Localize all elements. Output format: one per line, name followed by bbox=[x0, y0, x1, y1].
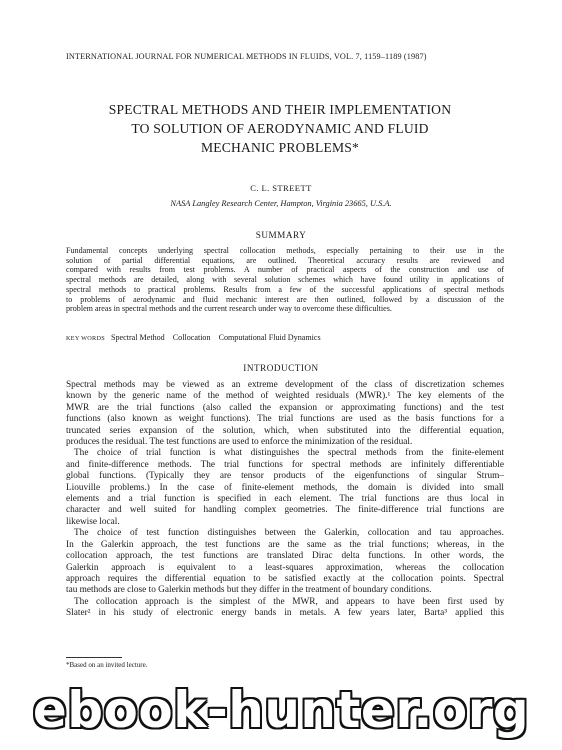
keyword: Spectral Method bbox=[111, 333, 165, 342]
journal-header: INTERNATIONAL JOURNAL FOR NUMERICAL METHODS IN FLUIDS, VOL. 7, 1159–1189 (1987) bbox=[66, 52, 427, 61]
body-line: In the Galerkin approach, the test functions are the same as the trial functions; whereas, in the bbox=[66, 539, 504, 550]
body-line: functions (also known as weight functions). The trial functions are used as the basis functions for a bbox=[66, 414, 504, 425]
keyword: Computational Fluid Dynamics bbox=[218, 333, 321, 342]
body-line: produces the residual. The test functions are used to enforce the minimization of the residual. bbox=[66, 437, 413, 448]
summary-line: to problems of aerodynamic and fluid mechanic interest are then outlined, followed by a discussion of the bbox=[66, 294, 504, 304]
body-line: global functions. (Typically they are tensor products of the eigenfunctions of singular Strum– bbox=[66, 471, 504, 482]
footnote-divider bbox=[66, 657, 122, 658]
title-line: SPECTRAL METHODS AND THEIR IMPLEMENTATION bbox=[108, 102, 452, 117]
summary-line: spectral methods to practical problems. Results from a few of the successful applications of spectral methods bbox=[66, 284, 504, 294]
body-line: and finite-difference methods. The trial functions for spectral methods are infinitely differentiable bbox=[66, 459, 504, 470]
body-line: MWR are the trial functions (also called the expansion or approximating functions) and the test bbox=[66, 402, 504, 413]
body-line: approach requires the differential equation to be satisfied exactly at the collocation points. Spectral bbox=[66, 573, 504, 584]
article-title bbox=[60, 100, 500, 157]
author-name: C. L. STREETT bbox=[250, 183, 312, 193]
body-line: elements and a trial function is specified in each element. The trial functions are thus local in bbox=[66, 494, 504, 505]
summary-line: problem areas in spectral methods and the current research under way to overcome these difficulties. bbox=[66, 304, 392, 314]
summary-paragraph bbox=[66, 246, 504, 314]
introduction-heading: INTRODUCTION bbox=[243, 363, 319, 373]
author-affiliation: NASA Langley Research Center, Hampton, Virginia 23665, U.S.A. bbox=[170, 199, 392, 208]
title-line: TO SOLUTION OF AERODYNAMIC AND FLUID bbox=[131, 121, 429, 136]
body-line: tau methods are close to Galerkin methods but they differ in the treatment of boundary conditions. bbox=[66, 585, 432, 596]
body-line: The choice of test function distinguishes between the Galerkin, collocation and tau approaches. bbox=[74, 528, 504, 539]
summary-line: spectral methods are detailed, along with several solution schemes which have found utility in applications of bbox=[66, 275, 504, 285]
body-line: Spectral methods may be viewed as an extreme development of the class of discretization schemes bbox=[66, 380, 504, 390]
body-line: known by the generic name of the method of weighted residuals (MWR).¹ The key elements of the bbox=[66, 391, 504, 402]
body-line: Slater² in his study of electronic energy bands in metals. A few years later, Barta³ applied this bbox=[66, 608, 504, 619]
keywords-label: KEY WORDS bbox=[66, 335, 105, 342]
body-line: likewise local. bbox=[66, 516, 120, 527]
summary-heading: SUMMARY bbox=[255, 230, 307, 240]
footnote: *Based on an invited lecture. bbox=[66, 661, 148, 669]
introduction-text bbox=[66, 380, 504, 620]
summary-line: solution of partial differential equations, are outlined. Theoretical accuracy results are reviewed and bbox=[66, 255, 504, 265]
body-line: Galerkin approach is equivalent to a least-squares approximation, whereas the collocation bbox=[66, 562, 504, 573]
summary-line: compared with results from test problems. A number of practical aspects of the construction and use of bbox=[66, 265, 504, 275]
body-line: truncated series expansion of the solution, which, when substituted into the differential equation, bbox=[66, 425, 504, 436]
keywords-line bbox=[66, 333, 504, 342]
body-line: Liouville problems.) In the case of finite-element methods, the domain is divided into small bbox=[66, 482, 504, 493]
body-line: character and well suited for handling complex geometries. The finite-difference trial functions are bbox=[66, 505, 504, 516]
watermark: ebook-hunter.org bbox=[32, 681, 530, 739]
title-line: MECHANIC PROBLEMS* bbox=[200, 140, 360, 155]
body-line: The choice of trial function is what distinguishes the spectral methods from the finite-element bbox=[74, 448, 504, 459]
body-line: collocation approach, the test functions are translated Dirac delta functions. In other words, the bbox=[66, 551, 504, 562]
keyword: Collocation bbox=[172, 333, 211, 342]
summary-line: Fundamental concepts underlying spectral collocation methods, especially pertaining to their use in the bbox=[66, 246, 504, 255]
body-line: The collocation approach is the simplest of the MWR, and appears to have been first used by bbox=[74, 596, 504, 607]
